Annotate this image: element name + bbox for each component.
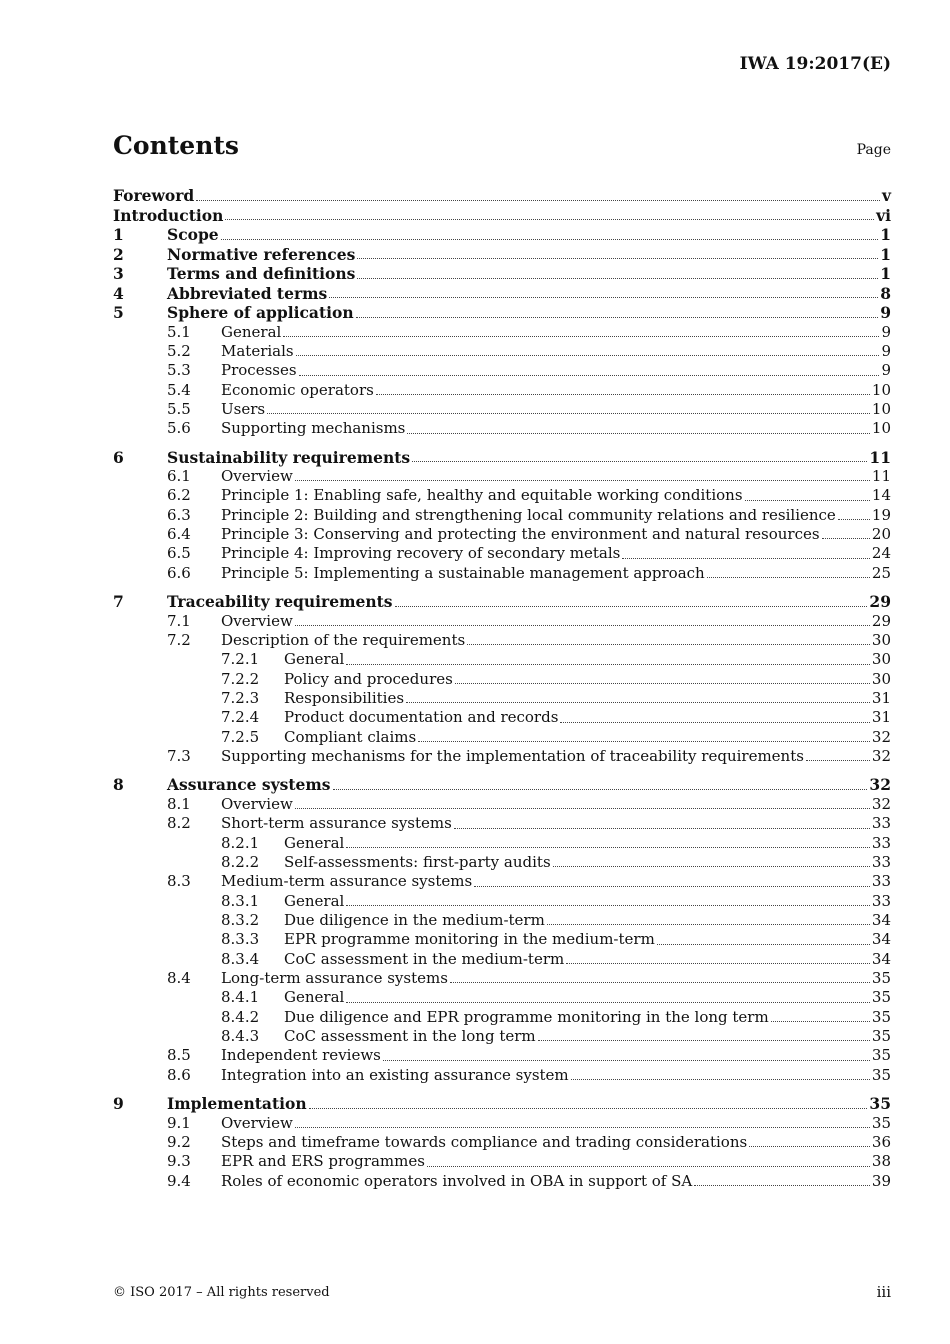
table-of-contents: [113, 186, 891, 1191]
toc-entry-title[interactable]: Overview: [221, 611, 293, 630]
dot-leader: [346, 904, 870, 906]
dot-leader: [221, 238, 879, 240]
toc-entry-page: 35: [871, 1007, 891, 1026]
toc-entry[interactable]: [113, 1066, 891, 1085]
toc-entry-number: 8.1: [167, 794, 191, 813]
dot-leader: [196, 199, 880, 201]
toc-entry-page: 35: [871, 1113, 891, 1132]
toc-entry-title[interactable]: Assurance systems: [167, 775, 331, 795]
dot-leader: [622, 557, 870, 559]
toc-entry-title[interactable]: Responsibilities: [284, 689, 405, 707]
dot-leader: [267, 412, 870, 414]
toc-entry[interactable]: [113, 381, 891, 400]
toc-entry-number: 7.2.1: [221, 650, 260, 669]
toc-entry-number: 8.3.2: [221, 910, 260, 929]
dot-leader: [771, 1020, 870, 1022]
dot-leader: [376, 393, 870, 395]
toc-entry-number: 2: [113, 244, 124, 264]
toc-entry-page: 29: [871, 611, 891, 630]
toc-entry-title[interactable]: Introduction: [113, 205, 224, 225]
toc-entry-page: 39: [871, 1171, 891, 1190]
toc-entry-title[interactable]: Long-term assurance systems: [221, 968, 448, 987]
toc-entry[interactable]: [113, 612, 891, 631]
dot-leader: [357, 257, 878, 259]
toc-entry-number: 9.1: [167, 1113, 191, 1132]
toc-entry[interactable]: [113, 814, 891, 833]
toc-entry-number: 5.3: [167, 361, 191, 380]
dot-leader: [357, 277, 878, 279]
toc-entry-page: 1: [880, 244, 891, 264]
toc-entry-number: 4: [113, 283, 124, 303]
toc-entry-page: 30: [871, 650, 891, 669]
toc-entry[interactable]: [113, 264, 891, 284]
toc-entry-title[interactable]: Processes: [221, 361, 297, 380]
toc-entry-number: 3: [113, 264, 124, 283]
toc-entry-title[interactable]: Terms and definitions: [167, 264, 356, 283]
toc-entry-number: 8.4.1: [221, 988, 260, 1007]
dot-leader: [295, 479, 870, 481]
toc-entry-number: 8.6: [167, 1065, 191, 1084]
dot-leader: [838, 518, 870, 520]
dot-leader: [566, 962, 870, 964]
toc-entry[interactable]: [113, 525, 891, 544]
toc-entry-title[interactable]: CoC assessment in the medium-term: [284, 949, 565, 968]
toc-entry-page: 32: [869, 775, 891, 795]
toc-entry-number: 7.2.2: [221, 669, 260, 688]
toc-entry[interactable]: [113, 911, 891, 930]
toc-entry-page: 9: [881, 361, 891, 380]
toc-entry-number: 8.4.3: [221, 1027, 260, 1045]
dot-leader: [329, 296, 878, 298]
toc-entry[interactable]: [113, 708, 891, 727]
dot-leader: [745, 499, 870, 501]
copyright-notice: © ISO 2017 – All rights reserved: [113, 1285, 330, 1300]
toc-entry-number: 7: [113, 592, 124, 612]
toc-entry-page: 31: [871, 708, 891, 727]
toc-entry-title[interactable]: Self-assessments: first-party audits: [284, 852, 551, 871]
toc-entry-title[interactable]: Supporting mechanisms: [221, 419, 406, 438]
toc-entry-title[interactable]: Policy and procedures: [284, 669, 453, 688]
toc-entry[interactable]: [113, 872, 891, 891]
toc-entry-page: 10: [871, 419, 891, 438]
dot-leader: [346, 1001, 870, 1003]
toc-entry-title[interactable]: Scope: [167, 225, 219, 244]
document-id: IWA 19:2017(E): [739, 54, 891, 74]
toc-entry-title[interactable]: Sphere of application: [167, 303, 354, 322]
toc-entry-page: 8: [880, 283, 891, 303]
toc-entry-number: 6.5: [167, 544, 191, 563]
toc-entry[interactable]: [113, 853, 891, 872]
toc-entry[interactable]: [113, 361, 891, 380]
dot-leader: [283, 335, 879, 337]
toc-entry-number: 8.3.3: [221, 930, 260, 949]
page-title: Contents: [113, 131, 240, 160]
dot-leader: [406, 701, 870, 703]
toc-entry[interactable]: [113, 1114, 891, 1133]
toc-entry[interactable]: [113, 1027, 891, 1046]
dot-leader: [395, 605, 868, 607]
toc-entry-title[interactable]: Overview: [221, 1113, 293, 1132]
toc-entry-page: 33: [871, 872, 891, 891]
dot-leader: [299, 374, 880, 376]
toc-entry[interactable]: [113, 950, 891, 969]
toc-entry-title[interactable]: Overview: [221, 794, 293, 813]
toc-entry-page: 35: [871, 1027, 891, 1045]
toc-entry[interactable]: [113, 544, 891, 563]
dot-leader: [822, 537, 870, 539]
toc-entry-title[interactable]: EPR programme monitoring in the medium-term: [284, 930, 655, 949]
toc-entry-page: 14: [871, 486, 891, 505]
toc-entry-page: 29: [869, 592, 891, 612]
toc-entry-title[interactable]: Normative references: [167, 244, 356, 264]
toc-entry-title[interactable]: Integration into an existing assurance system: [221, 1065, 569, 1084]
toc-entry-page: 9: [880, 303, 891, 322]
dot-leader: [296, 354, 880, 356]
toc-entry-page: 36: [871, 1132, 891, 1151]
toc-entry-title[interactable]: Steps and timeframe towards compliance and trading considerations: [221, 1132, 748, 1151]
toc-entry-page: 38: [871, 1152, 891, 1171]
dot-leader: [474, 885, 870, 887]
toc-entry-title[interactable]: Users: [221, 399, 266, 418]
toc-entry-page: 9: [881, 322, 891, 341]
toc-entry-number: 5.2: [167, 341, 191, 360]
toc-entry-number: 7.2.3: [221, 689, 260, 707]
toc-entry-page: 35: [869, 1094, 891, 1114]
toc-entry[interactable]: [113, 1133, 891, 1152]
dot-leader: [295, 624, 870, 626]
dot-leader: [749, 1145, 870, 1147]
toc-entry-title[interactable]: Principle 3: Conserving and protecting the environment and natural resources: [221, 525, 820, 544]
toc-entry-number: 8.4.2: [221, 1007, 260, 1026]
toc-entry-title[interactable]: Sustainability requirements: [167, 447, 411, 467]
toc-entry[interactable]: [113, 930, 891, 949]
toc-entry-page: 19: [871, 505, 891, 524]
toc-entry-page: 9: [881, 341, 891, 360]
toc-entry-title[interactable]: Description of the requirements: [221, 630, 466, 649]
toc-entry[interactable]: [113, 206, 891, 226]
toc-entry[interactable]: [113, 631, 891, 650]
toc-entry[interactable]: [113, 419, 891, 438]
dot-leader: [454, 827, 870, 829]
toc-entry-title[interactable]: Short-term assurance systems: [221, 814, 452, 833]
toc-entry[interactable]: [113, 448, 891, 468]
toc-entry-page: 10: [871, 399, 891, 418]
dot-leader: [418, 740, 870, 742]
toc-entry-title[interactable]: Due diligence in the medium-term: [284, 910, 545, 929]
toc-entry-number: 5.5: [167, 399, 191, 418]
dot-leader: [383, 1059, 870, 1061]
toc-entry[interactable]: [113, 1172, 891, 1191]
toc-entry-page: v: [881, 186, 891, 205]
toc-entry-title[interactable]: Principle 1: Enabling safe, healthy and equitable working conditions: [221, 486, 743, 505]
toc-entry-page: 11: [871, 467, 891, 486]
toc-entry[interactable]: [113, 342, 891, 361]
toc-entry[interactable]: [113, 225, 891, 245]
toc-entry-page: 35: [871, 1065, 891, 1084]
toc-entry[interactable]: [113, 834, 891, 853]
toc-entry-number: 6.2: [167, 486, 191, 505]
dot-leader: [571, 1078, 870, 1080]
toc-entry-page: 33: [871, 891, 891, 910]
dot-leader: [553, 865, 870, 867]
dot-leader: [295, 1126, 870, 1128]
toc-entry-title[interactable]: Abbreviated terms: [167, 283, 328, 303]
toc-entry-number: 9.4: [167, 1171, 191, 1190]
dot-leader: [346, 663, 870, 665]
toc-entry[interactable]: [113, 1008, 891, 1027]
toc-entry-page: 1: [880, 264, 891, 283]
toc-entry[interactable]: [113, 795, 891, 814]
toc-entry-number: 8.2.2: [221, 852, 260, 871]
toc-entry-title[interactable]: Foreword: [113, 186, 195, 205]
toc-entry[interactable]: [113, 486, 891, 505]
page-column-label: Page: [856, 142, 891, 158]
toc-entry[interactable]: [113, 988, 891, 1007]
dot-leader: [560, 721, 870, 723]
toc-entry[interactable]: [113, 969, 891, 988]
toc-entry-title[interactable]: General: [221, 322, 282, 341]
toc-entry[interactable]: [113, 1094, 891, 1114]
toc-entry-title[interactable]: Supporting mechanisms for the implementation of traceability requirements: [221, 747, 804, 766]
toc-entry-number: 7.3: [167, 747, 191, 766]
toc-entry-page: 24: [871, 544, 891, 563]
toc-entry-page: 35: [871, 1046, 891, 1065]
toc-entry[interactable]: [113, 1152, 891, 1171]
toc-entry-page: 1: [880, 225, 891, 244]
toc-entry-title[interactable]: Materials: [221, 341, 294, 360]
dot-leader: [225, 218, 874, 220]
toc-entry-page: 35: [871, 988, 891, 1007]
dot-leader: [346, 846, 870, 848]
toc-entry[interactable]: [113, 1046, 891, 1065]
toc-entry-number: 1: [113, 225, 124, 244]
toc-entry-title[interactable]: General: [284, 988, 345, 1007]
toc-entry[interactable]: [113, 506, 891, 525]
toc-entry[interactable]: [113, 323, 891, 342]
dot-leader: [455, 682, 870, 684]
toc-entry-page: 33: [871, 814, 891, 833]
toc-entry[interactable]: [113, 564, 891, 583]
dot-leader: [694, 1184, 870, 1186]
toc-entry-number: 5.1: [167, 322, 191, 341]
toc-entry-page: 33: [871, 833, 891, 852]
toc-entry[interactable]: [113, 303, 891, 323]
page-number: iii: [876, 1283, 891, 1301]
toc-entry-title[interactable]: Economic operators: [221, 380, 374, 399]
toc-entry-number: 8: [113, 775, 124, 795]
toc-entry-number: 9: [113, 1094, 124, 1114]
dot-leader: [806, 759, 870, 761]
toc-entry-number: 9.3: [167, 1152, 191, 1171]
toc-entry-number: 6.4: [167, 525, 191, 544]
toc-entry-title[interactable]: Roles of economic operators involved in OBA in support of SA: [221, 1171, 693, 1190]
toc-entry-number: 8.3: [167, 872, 191, 891]
toc-entry-title[interactable]: CoC assessment in the long term: [284, 1027, 536, 1045]
toc-entry[interactable]: [113, 650, 891, 669]
dot-leader: [333, 788, 868, 790]
dot-leader: [295, 807, 870, 809]
toc-entry[interactable]: [113, 747, 891, 766]
toc-entry-number: 6.1: [167, 467, 191, 486]
toc-entry-title[interactable]: General: [284, 833, 345, 852]
toc-entry[interactable]: [113, 400, 891, 419]
toc-entry-number: 8.3.4: [221, 949, 260, 968]
toc-entry-number: 8.3.1: [221, 891, 260, 910]
toc-entry[interactable]: [113, 775, 891, 795]
toc-entry-page: 30: [871, 630, 891, 649]
toc-entry-page: 32: [871, 727, 891, 746]
toc-entry-number: 8.4: [167, 968, 191, 987]
toc-entry[interactable]: [113, 245, 891, 265]
toc-entry-number: 7.2: [167, 630, 191, 649]
dot-leader: [407, 432, 870, 434]
dot-leader: [707, 576, 870, 578]
dot-leader: [412, 460, 867, 462]
toc-entry-title[interactable]: Independent reviews: [221, 1046, 381, 1065]
dot-leader: [427, 1165, 870, 1167]
toc-entry[interactable]: [113, 728, 891, 747]
toc-entry[interactable]: [113, 186, 891, 206]
toc-entry-number: 9.2: [167, 1132, 191, 1151]
dot-leader: [657, 943, 870, 945]
toc-entry[interactable]: [113, 592, 891, 612]
toc-entry-number: 6.3: [167, 505, 191, 524]
toc-entry-number: 5: [113, 303, 124, 322]
dot-leader: [538, 1039, 870, 1041]
toc-entry[interactable]: [113, 467, 891, 486]
dot-leader: [356, 316, 879, 318]
toc-entry-number: 8.5: [167, 1046, 191, 1065]
toc-entry-number: 5.4: [167, 380, 191, 399]
toc-entry-number: 6.6: [167, 563, 191, 582]
toc-entry-page: 11: [869, 447, 891, 467]
toc-entry-title[interactable]: Principle 4: Improving recovery of secondary metals: [221, 544, 621, 563]
toc-entry-page: 35: [871, 968, 891, 987]
toc-entry[interactable]: [113, 670, 891, 689]
toc-entry-number: 8.2.1: [221, 833, 260, 852]
toc-entry-title[interactable]: Medium-term assurance systems: [221, 872, 473, 891]
toc-entry-page: 34: [871, 949, 891, 968]
dot-leader: [467, 643, 870, 645]
toc-entry-title[interactable]: EPR and ERS programmes: [221, 1152, 425, 1171]
toc-entry-title[interactable]: General: [284, 650, 345, 669]
toc-entry-title[interactable]: General: [284, 891, 345, 910]
toc-entry-title[interactable]: Compliant claims: [284, 727, 417, 746]
toc-entry-page: 25: [871, 563, 891, 582]
toc-entry[interactable]: [113, 689, 891, 708]
toc-entry-page: 32: [871, 747, 891, 766]
toc-entry-number: 7.2.4: [221, 708, 260, 727]
toc-entry-page: 33: [871, 852, 891, 871]
toc-entry-number: 6: [113, 447, 124, 467]
toc-entry-page: 10: [871, 380, 891, 399]
toc-entry-number: 5.6: [167, 419, 191, 438]
toc-entry-title[interactable]: Principle 2: Building and strengthening local community relations and resilience: [221, 505, 836, 524]
toc-entry-number: 7.2.5: [221, 727, 260, 746]
toc-entry-page: 30: [871, 669, 891, 688]
toc-entry-page: 34: [871, 930, 891, 949]
toc-entry-page: 34: [871, 910, 891, 929]
toc-entry[interactable]: [113, 284, 891, 304]
dot-leader: [309, 1107, 868, 1109]
toc-entry-title[interactable]: Implementation: [167, 1094, 307, 1114]
toc-entry-number: 7.1: [167, 611, 191, 630]
dot-leader: [450, 981, 870, 983]
toc-entry-page: 32: [871, 794, 891, 813]
toc-entry-page: 20: [871, 525, 891, 544]
dot-leader: [547, 923, 870, 925]
toc-entry-title[interactable]: Product documentation and records: [284, 708, 559, 727]
toc-entry-title[interactable]: Due diligence and EPR programme monitoring in the long term: [284, 1007, 769, 1026]
toc-entry[interactable]: [113, 892, 891, 911]
toc-entry-title[interactable]: Traceability requirements: [167, 592, 393, 612]
toc-entry-page: 31: [871, 689, 891, 707]
toc-entry-number: 8.2: [167, 814, 191, 833]
toc-entry-title[interactable]: Overview: [221, 467, 293, 486]
toc-entry-title[interactable]: Principle 5: Implementing a sustainable management approach: [221, 563, 705, 582]
toc-entry-page: vi: [876, 205, 891, 225]
